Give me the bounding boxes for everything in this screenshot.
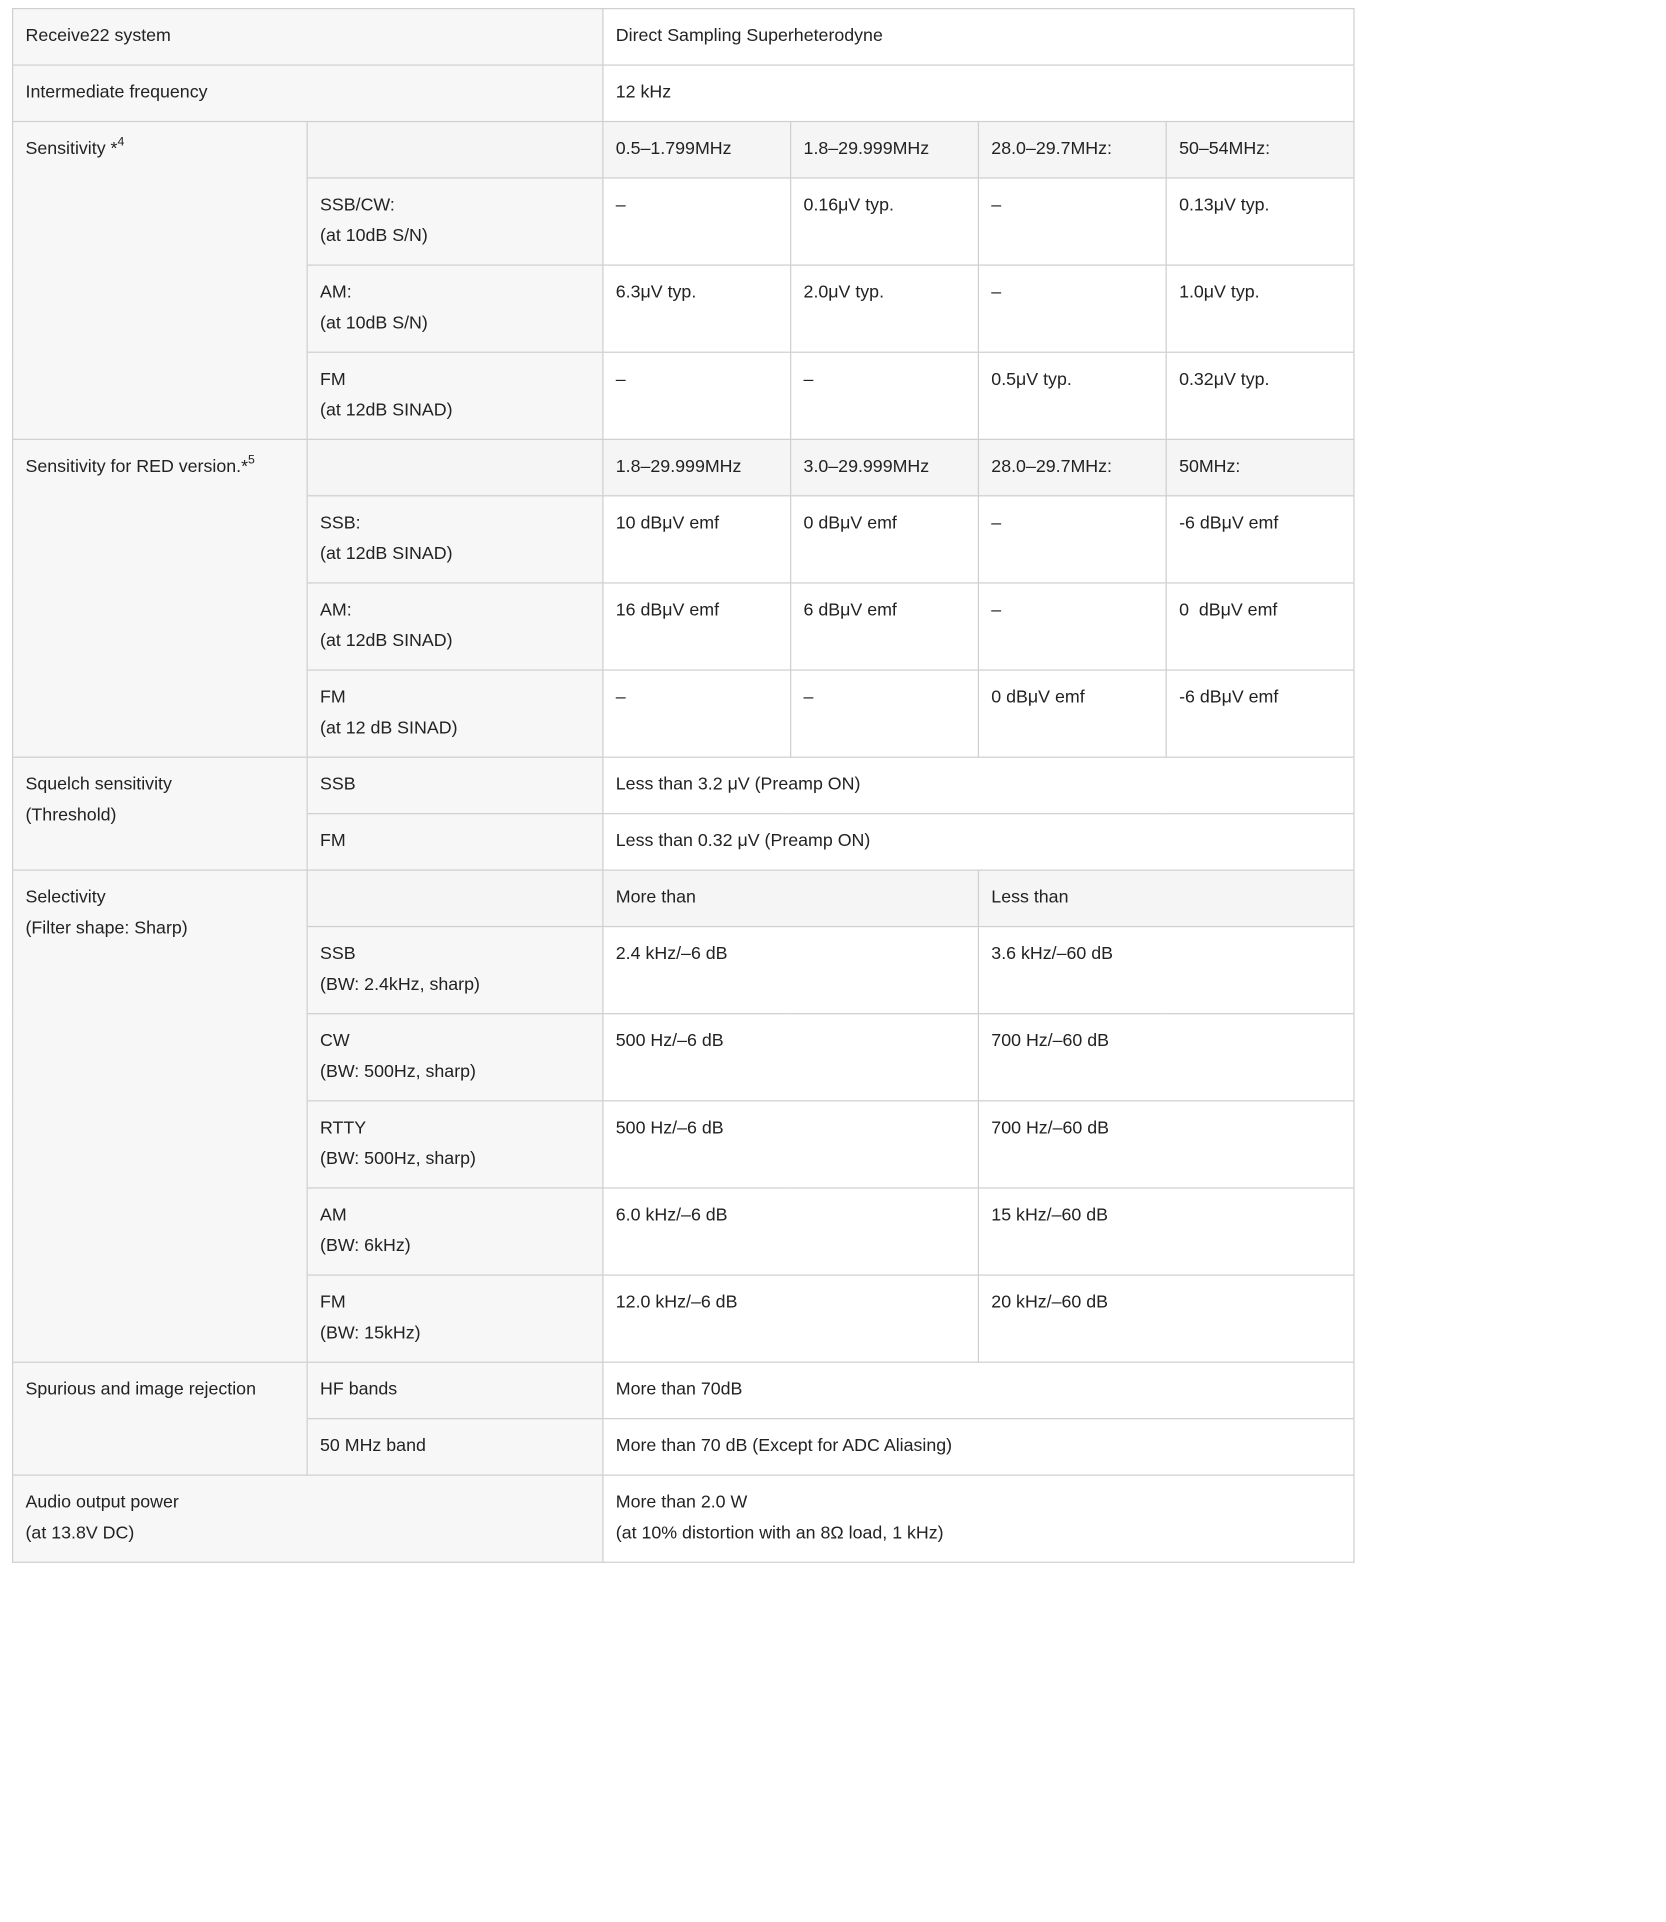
value-cell: – (978, 265, 1166, 352)
band-header: 28.0–29.7MHz: (978, 122, 1166, 178)
value-cell: More than 70 dB (Except for ADC Aliasing) (603, 1419, 1354, 1475)
row-label-squelch (13, 757, 308, 870)
value-cell: 0.32μV typ. (1166, 352, 1354, 439)
table-row (13, 870, 1354, 926)
mode-condition: (BW: 500Hz, sharp) (320, 1062, 476, 1082)
band-header: 3.0–29.999MHz (791, 439, 979, 495)
mode-condition: (BW: 2.4kHz, sharp) (320, 975, 480, 995)
mode-label (307, 178, 603, 265)
mode-condition: (BW: 500Hz, sharp) (320, 1149, 476, 1169)
mode-name: CW (320, 1031, 350, 1052)
value-cell: 16 dBμV emf (603, 583, 791, 670)
value-cell: 0 dBμV emf (1166, 583, 1354, 670)
value-cell: 0 dBμV emf (978, 670, 1166, 757)
value-cell: – (791, 670, 979, 757)
value-cell: More than 70dB (603, 1362, 1354, 1418)
audio-label: Audio output power (25, 1492, 179, 1513)
header-cell-empty (307, 122, 603, 178)
sensitivity-red-label: Sensitivity for RED version.* (25, 457, 249, 477)
value-cell: -6 dBμV emf (1166, 496, 1354, 583)
footnote-marker: 4 (117, 135, 125, 150)
mode-label: FM (307, 814, 603, 870)
mode-name: SSB (320, 944, 356, 964)
band-label: 50 MHz band (307, 1419, 603, 1475)
row-label-audio-output (13, 1475, 603, 1562)
table-row (13, 757, 1354, 813)
receive-system-value: Direct Sampling Superheterodyne (603, 9, 1354, 65)
mode-label: SSB (307, 757, 603, 813)
band-label: HF bands (307, 1362, 603, 1418)
value-cell: 6 dBμV emf (791, 583, 979, 670)
mode-name: FM (320, 1292, 346, 1313)
selectivity-label: Selectivity (25, 887, 106, 908)
band-header: 1.8–29.999MHz (603, 439, 791, 495)
value-cell: – (791, 352, 979, 439)
table-row (13, 1475, 1354, 1562)
value-cell: – (978, 496, 1166, 583)
row-label-sensitivity (13, 122, 308, 440)
mode-name: AM: (320, 600, 352, 621)
mode-name: AM (320, 1205, 347, 1226)
row-label-spurious: Spurious and image rejection (13, 1362, 308, 1475)
column-header-less-than: Less than (978, 870, 1354, 926)
squelch-sublabel: (Threshold) (25, 805, 117, 826)
value-cell: 700 Hz/–60 dB (978, 1014, 1354, 1101)
mode-condition: (BW: 6kHz) (320, 1236, 411, 1257)
value-cell: 12.0 kHz/–6 dB (603, 1275, 979, 1362)
mode-label (307, 670, 603, 757)
mode-condition: (at 12 dB SINAD) (320, 718, 458, 739)
value-cell: 0.5μV typ. (978, 352, 1166, 439)
mode-name: SSB: (320, 513, 361, 534)
value-cell: 2.0μV typ. (791, 265, 979, 352)
value-cell: 6.0 kHz/–6 dB (603, 1188, 979, 1275)
mode-name: SSB/CW: (320, 195, 395, 216)
mode-label (307, 496, 603, 583)
row-label-receive-system: Receive22 system (13, 9, 603, 65)
mode-condition: (at 12dB SINAD) (320, 631, 453, 652)
mode-label (307, 927, 603, 1014)
mode-name: AM: (320, 282, 352, 303)
sensitivity-label: Sensitivity * (25, 139, 118, 159)
table-row (13, 9, 1354, 65)
value-cell: 6.3μV typ. (603, 265, 791, 352)
value-cell: 0.13μV typ. (1166, 178, 1354, 265)
intermediate-frequency-value: 12 kHz (603, 65, 1354, 121)
value-cell: Less than 3.2 μV (Preamp ON) (603, 757, 1354, 813)
mode-condition: (at 12dB SINAD) (320, 544, 453, 564)
table-row (13, 65, 1354, 121)
mode-condition: (at 10dB S/N) (320, 313, 428, 334)
mode-label (307, 265, 603, 352)
mode-name: FM (320, 370, 346, 390)
value-cell: 500 Hz/–6 dB (603, 1101, 979, 1188)
value-cell: 3.6 kHz/–60 dB (978, 927, 1354, 1014)
band-header: 50MHz: (1166, 439, 1354, 495)
value-cell: 15 kHz/–60 dB (978, 1188, 1354, 1275)
band-header: 28.0–29.7MHz: (978, 439, 1166, 495)
row-label-selectivity (13, 870, 308, 1362)
mode-name: RTTY (320, 1118, 367, 1139)
audio-output-value (603, 1475, 1354, 1562)
mode-label (307, 1275, 603, 1362)
value-cell: 1.0μV typ. (1166, 265, 1354, 352)
value-cell: – (978, 583, 1166, 670)
table-row (13, 1362, 1354, 1418)
value-cell: 10 dBμV emf (603, 496, 791, 583)
mode-label (307, 352, 603, 439)
row-label-intermediate-frequency: Intermediate frequency (13, 65, 603, 121)
footnote-marker: 5 (248, 453, 255, 468)
mode-condition: (BW: 15kHz) (320, 1323, 421, 1344)
audio-value: More than 2.0 W (615, 1492, 748, 1513)
header-cell-empty (307, 870, 603, 926)
row-label-sensitivity-red (13, 439, 308, 757)
receiver-spec-table (12, 8, 1355, 1563)
value-cell: 0.16μV typ. (791, 178, 979, 265)
value-cell: – (603, 670, 791, 757)
mode-label (307, 583, 603, 670)
mode-name: FM (320, 687, 346, 708)
value-cell: 700 Hz/–60 dB (978, 1101, 1354, 1188)
value-cell: 0 dBμV emf (791, 496, 979, 583)
band-header: 0.5–1.799MHz (603, 122, 791, 178)
audio-sublabel: (at 13.8V DC) (25, 1523, 135, 1544)
table-row (13, 439, 1354, 495)
mode-label (307, 1188, 603, 1275)
header-cell-empty (307, 439, 603, 495)
mode-label (307, 1101, 603, 1188)
audio-condition: (at 10% distortion with an 8Ω load, 1 kHz) (615, 1523, 944, 1544)
value-cell: – (603, 352, 791, 439)
mode-condition: (at 10dB S/N) (320, 226, 428, 247)
value-cell: 20 kHz/–60 dB (978, 1275, 1354, 1362)
band-header: 1.8–29.999MHz (791, 122, 979, 178)
spec-table-wrapper (12, 8, 1355, 1563)
selectivity-sublabel: (Filter shape: Sharp) (25, 918, 188, 939)
value-cell: -6 dBμV emf (1166, 670, 1354, 757)
column-header-more-than: More than (603, 870, 979, 926)
value-cell: 500 Hz/–6 dB (603, 1014, 979, 1101)
value-cell: – (603, 178, 791, 265)
mode-condition: (at 12dB SINAD) (320, 400, 453, 421)
table-row (13, 122, 1354, 178)
band-header: 50–54MHz: (1166, 122, 1354, 178)
value-cell: 2.4 kHz/–6 dB (603, 927, 979, 1014)
mode-label (307, 1014, 603, 1101)
squelch-label: Squelch sensitivity (25, 775, 172, 795)
value-cell: Less than 0.32 μV (Preamp ON) (603, 814, 1354, 870)
value-cell: – (978, 178, 1166, 265)
